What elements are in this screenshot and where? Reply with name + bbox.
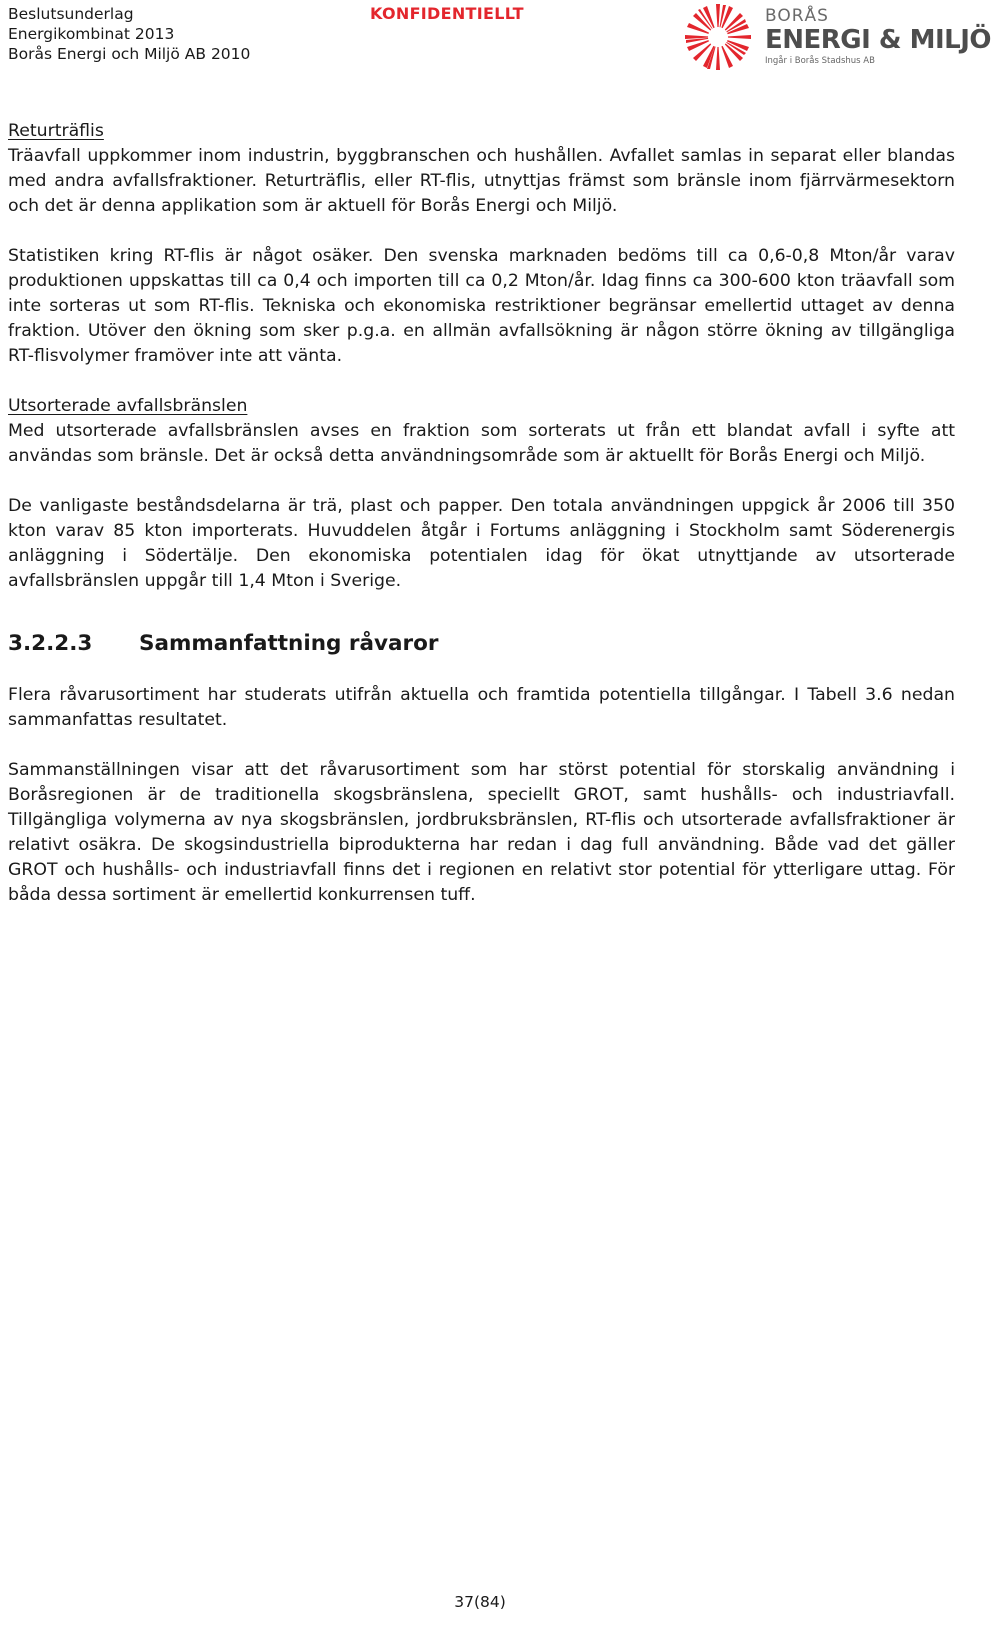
summary-paragraph-2: Sammanställningen visar att det råvarusortiment som har störst potential för storskalig användning i Boråsregionen är de traditionella skogsbränslena, speciellt GROT, samt hushålls- och industriavfall. Tillgängliga volymerna av nya skogsbränslen, jordbruksbränslen, RT-flis och utsorterade avfallsfraktioner är relativt osäkra. De skogsindustriella biprodukterna har redan i dag full användning. Både vad det gäller GROT och hushålls- och industriavfall finns det i regionen en relativt stor potential för ytterligare uttag. För båda dessa sortiment är emellertid konkurrensen tuff. xyxy=(8,760,955,905)
page-header xyxy=(0,0,991,90)
returtraflis-paragraph-2: Statistiken kring RT-flis är något osäker. Den svenska marknaden bedöms till ca 0,6-0,8 Mton/år varav produktionen uppskattas till ca 0,4 och importen till ca 0,2 Mton/år. Idag finns ca 300-600 kton träavfall som inte sorteras ut som RT-flis. Tekniska och ekonomiska restriktioner begränsar emellertid uttaget av denna fraktion. Utöver den ökning som sker p.g.a. en allmän avfallsökning är någon större ökning av tillgängliga RT-flisvolymer framöver inte att vänta. xyxy=(8,246,955,366)
logo-energi-text: ENERGI & MILJÖ xyxy=(765,25,991,55)
section-number: 3.2.2.3 xyxy=(8,631,93,656)
section-spacer xyxy=(8,659,955,683)
utsorterade-paragraph-2: De vanligaste beståndsdelarna är trä, plast och papper. Den totala användningen uppgick år 2006 till 350 kton varav 85 kton importerats. Huvuddelen åtgår i Fortums anläggning i Stockholm samt Söderenergis anläggning i Södertälje. Den ekonomiska potentialen idag för ökat utnyttjande av utsorterade avfallsbränslen uppgår till 1,4 Mton i Sverige. xyxy=(8,496,955,591)
sunburst-logo-icon xyxy=(683,2,753,72)
section-heading xyxy=(8,629,955,659)
utsorterade-paragraph-1: Med utsorterade avfallsbränslen avses en fraktion som sorterats ut från ett blandat avfall i syfte att användas som bränsle. Det är också detta användningsområde som är aktuellt för Borås Energi och Miljö. xyxy=(8,421,955,466)
page-body xyxy=(8,119,955,908)
company-logo xyxy=(683,2,991,74)
section-spacer xyxy=(8,594,955,629)
returtraflis-heading: Returträflis xyxy=(8,121,104,141)
section-title: Sammanfattning råvaror xyxy=(139,631,439,656)
document-meta xyxy=(8,4,250,64)
returtraflis-paragraph-1: Träavfall uppkommer inom industrin, byggbranschen och hushållen. Avfallet samlas in separat eller blandas med andra avfallsfraktioner. Returträflis, eller RT-flis, utnyttjas främst som bränsle inom fjärrvärmesektorn och det är denna applikation som är aktuell för Borås Energi och Miljö. xyxy=(8,146,955,216)
paragraph-spacer xyxy=(8,219,955,244)
summary-paragraph-1: Flera råvarusortiment har studerats utifrån aktuella och framtida potentiella tillgångar. I Tabell 3.6 nedan sammanfattas resultatet. xyxy=(8,685,955,730)
logo-boras-text: BORÅS xyxy=(765,6,829,26)
logo-wordmark xyxy=(765,8,991,67)
confidential-label: KONFIDENTIELLT xyxy=(370,4,524,23)
logo-subtitle: Ingår i Borås Stadshus AB xyxy=(765,56,875,66)
page-number: 37(84) xyxy=(454,1593,506,1611)
doc-type: Beslutsunderlag xyxy=(8,5,134,23)
doc-company: Borås Energi och Miljö AB 2010 xyxy=(8,45,251,63)
paragraph-spacer xyxy=(8,369,955,394)
paragraph-spacer xyxy=(8,469,955,494)
doc-project: Energikombinat 2013 xyxy=(8,25,175,43)
utsorterade-heading: Utsorterade avfallsbränslen xyxy=(8,396,248,416)
paragraph-spacer xyxy=(8,733,955,758)
